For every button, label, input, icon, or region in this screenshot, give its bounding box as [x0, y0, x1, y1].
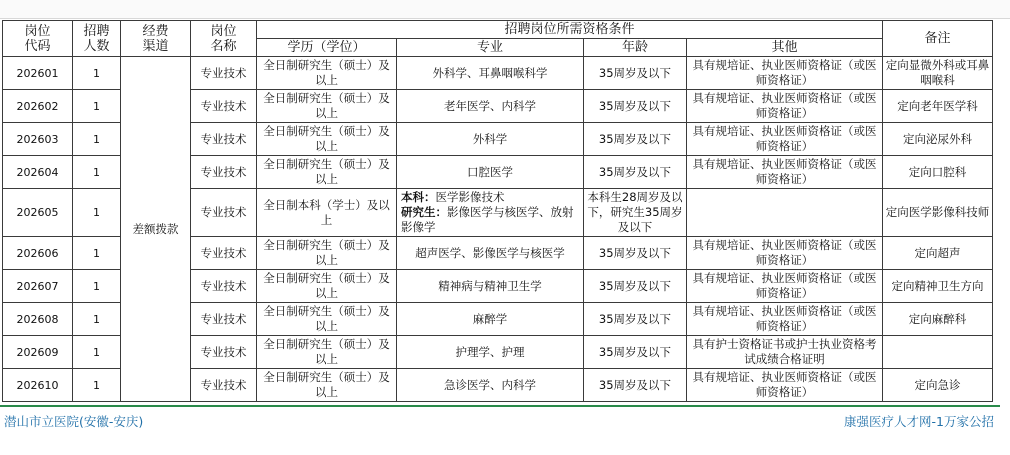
- major-cell: 急诊医学、内科学: [397, 369, 584, 402]
- remark-cell: [883, 336, 993, 369]
- hire-count-cell: 1: [73, 57, 121, 90]
- hire-count-cell: 1: [73, 336, 121, 369]
- header-requirements: 招聘岗位所需资格条件: [257, 21, 883, 39]
- other-cell: 具有规培证、执业医师资格证（或医师资格证）: [687, 270, 883, 303]
- age-cell: 35周岁及以下: [584, 237, 687, 270]
- header-education: 学历（学位）: [257, 39, 397, 57]
- post-code-cell: 202610: [3, 369, 73, 402]
- remark-cell: 定向显微外科或耳鼻咽喉科: [883, 57, 993, 90]
- age-cell: 35周岁及以下: [584, 336, 687, 369]
- watermark-caption: 康强医疗人才网-1万家公招: [844, 414, 994, 429]
- other-cell: 具有规培证、执业医师资格证（或医师资格证）: [687, 156, 883, 189]
- header-fund-channel: [121, 21, 191, 57]
- header-fund-text: 经费 渠道: [142, 23, 169, 54]
- age-cell: 35周岁及以下: [584, 90, 687, 123]
- hire-count-cell: 1: [73, 189, 121, 237]
- remark-cell: 定向超声: [883, 237, 993, 270]
- education-cell: 全日制研究生（硕士）及以上: [257, 156, 397, 189]
- other-cell: 具有规培证、执业医师资格证（或医师资格证）: [687, 303, 883, 336]
- header-post-text: 岗位 名称: [210, 23, 237, 54]
- post-code-cell: 202601: [3, 57, 73, 90]
- table-row: [3, 57, 993, 90]
- major-cell: 护理学、护理: [397, 336, 584, 369]
- major-undergrad-label: 本科：: [401, 190, 436, 204]
- post-name-cell: 专业技术: [191, 369, 257, 402]
- age-cell: 35周岁及以下: [584, 303, 687, 336]
- remark-cell: 定向精神卫生方向: [883, 270, 993, 303]
- post-code-cell: 202604: [3, 156, 73, 189]
- age-cell: 35周岁及以下: [584, 270, 687, 303]
- header-hire-count: [73, 21, 121, 57]
- education-cell: 全日制研究生（硕士）及以上: [257, 369, 397, 402]
- major-undergrad-text: 医学影像技术: [435, 190, 505, 204]
- post-code-cell: 202606: [3, 237, 73, 270]
- header-major: 专业: [397, 39, 584, 57]
- remark-cell: 定向口腔科: [883, 156, 993, 189]
- post-code-cell: 202609: [3, 336, 73, 369]
- major-cell: 老年医学、内科学: [397, 90, 584, 123]
- other-cell: 具有规培证、执业医师资格证（或医师资格证）: [687, 57, 883, 90]
- header-count-text: 招聘 人数: [83, 23, 110, 54]
- hire-count-cell: 1: [73, 303, 121, 336]
- education-cell: 全日制研究生（硕士）及以上: [257, 303, 397, 336]
- remark-cell: 定向老年医学科: [883, 90, 993, 123]
- age-cell: 35周岁及以下: [584, 57, 687, 90]
- hire-count-cell: 1: [73, 123, 121, 156]
- hospital-source-caption: 潜山市立医院(安徽-安庆): [4, 414, 144, 429]
- post-name-cell: 专业技术: [191, 123, 257, 156]
- hire-count-cell: 1: [73, 270, 121, 303]
- post-name-cell: 专业技术: [191, 270, 257, 303]
- hire-count-cell: 1: [73, 156, 121, 189]
- other-cell: 具有规培证、执业医师资格证（或医师资格证）: [687, 369, 883, 402]
- education-cell: 全日制研究生（硕士）及以上: [257, 237, 397, 270]
- other-cell: 具有规培证、执业医师资格证（或医师资格证）: [687, 123, 883, 156]
- other-cell: [687, 189, 883, 237]
- post-name-cell: 专业技术: [191, 57, 257, 90]
- post-name-cell: 专业技术: [191, 156, 257, 189]
- education-cell: 全日制研究生（硕士）及以上: [257, 57, 397, 90]
- major-cell: 超声医学、影像医学与核医学: [397, 237, 584, 270]
- age-cell: 35周岁及以下: [584, 123, 687, 156]
- hire-count-cell: 1: [73, 237, 121, 270]
- header-age: 年龄: [584, 39, 687, 57]
- post-code-cell: 202603: [3, 123, 73, 156]
- header-post-name: [191, 21, 257, 57]
- education-cell: 全日制本科（学士）及以上: [257, 189, 397, 237]
- post-name-cell: 专业技术: [191, 90, 257, 123]
- education-cell: 全日制研究生（硕士）及以上: [257, 336, 397, 369]
- major-cell: 口腔医学: [397, 156, 584, 189]
- header-other: 其他: [687, 39, 883, 57]
- post-name-cell: 专业技术: [191, 303, 257, 336]
- post-code-cell: 202607: [3, 270, 73, 303]
- remark-cell: 定向急诊: [883, 369, 993, 402]
- major-cell: 外科学、耳鼻咽喉科学: [397, 57, 584, 90]
- other-cell: 具有规培证、执业医师资格证（或医师资格证）: [687, 90, 883, 123]
- age-cell: 35周岁及以下: [584, 156, 687, 189]
- remark-cell: 定向泌尿外科: [883, 123, 993, 156]
- header-post-code: [3, 21, 73, 57]
- major-cell: 麻醉学: [397, 303, 584, 336]
- post-name-cell: 专业技术: [191, 336, 257, 369]
- hire-count-cell: 1: [73, 369, 121, 402]
- recruitment-table: [2, 20, 993, 402]
- age-cell: 本科生28周岁及以下，研究生35周岁及以下: [584, 189, 687, 237]
- post-name-cell: 专业技术: [191, 189, 257, 237]
- remark-cell: 定向医学影像科技师: [883, 189, 993, 237]
- sheet-bottom-rule: [0, 405, 1000, 407]
- education-cell: 全日制研究生（硕士）及以上: [257, 90, 397, 123]
- header-code-text: 岗位 代码: [24, 23, 51, 54]
- other-cell: 具有规培证、执业医师资格证（或医师资格证）: [687, 237, 883, 270]
- post-code-cell: 202602: [3, 90, 73, 123]
- major-grad-label: 研究生：: [401, 205, 447, 219]
- other-cell: 具有护士资格证书或护士执业资格考试成绩合格证明: [687, 336, 883, 369]
- age-cell: 35周岁及以下: [584, 369, 687, 402]
- hire-count-cell: 1: [73, 90, 121, 123]
- major-cell: 外科学: [397, 123, 584, 156]
- remark-cell: 定向麻醉科: [883, 303, 993, 336]
- major-cell: [397, 189, 584, 237]
- post-name-cell: 专业技术: [191, 237, 257, 270]
- sheet-top-edge: [0, 0, 1010, 19]
- header-remark: 备注: [883, 21, 993, 57]
- post-code-cell: 202605: [3, 189, 73, 237]
- major-cell: 精神病与精神卫生学: [397, 270, 584, 303]
- fund-channel-cell: 差额拨款: [121, 57, 191, 402]
- post-code-cell: 202608: [3, 303, 73, 336]
- education-cell: 全日制研究生（硕士）及以上: [257, 123, 397, 156]
- education-cell: 全日制研究生（硕士）及以上: [257, 270, 397, 303]
- major-grad-text: 影像医学与核医学、放射影像学: [401, 205, 574, 234]
